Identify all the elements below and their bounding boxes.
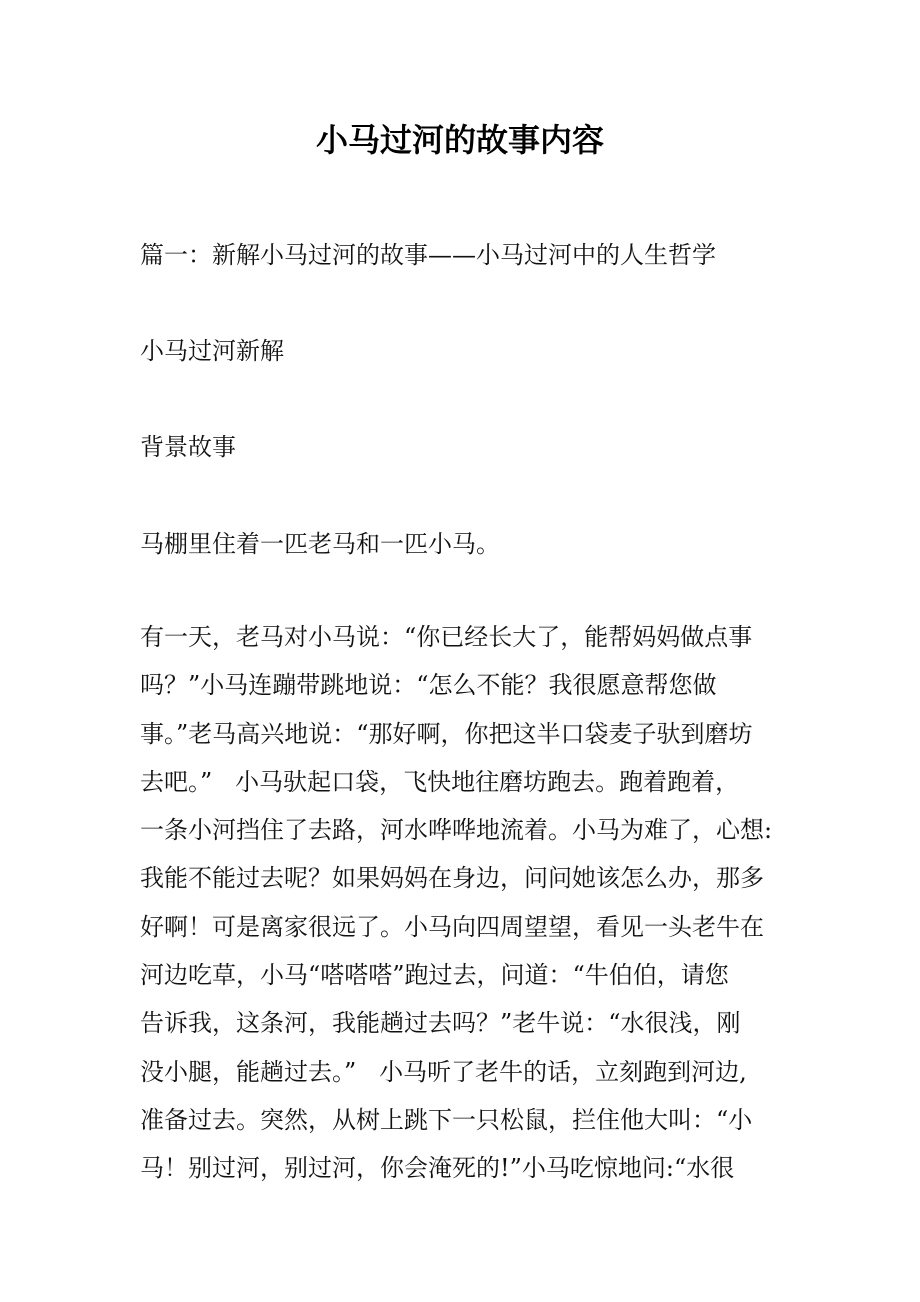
story-line: 吗？”小马连蹦带跳地说：“怎么不能？我很愿意帮您做 — [140, 671, 717, 700]
story-line: 没小腿，能趟过去。” 小马听了老牛的话，立刻跑到河边, — [140, 1057, 747, 1086]
subheading-background-story: 背景故事 — [140, 433, 236, 461]
story-line: 一条小河挡住了去路，河水哗哗地流着。小马为难了，心想: — [140, 816, 773, 845]
story-line: 好啊！可是离家很远了。小马向四周望望，看见一头老牛在 — [140, 912, 764, 941]
story-line: 有一天，老马对小马说：“你已经长大了，能帮妈妈做点事 — [140, 623, 753, 651]
document-title: 小马过河的故事内容 — [315, 121, 604, 159]
story-paragraph — [140, 622, 800, 1202]
section-heading: 篇一：新解小马过河的故事——小马过河中的人生哲学 — [140, 241, 716, 269]
story-line: 去吧。” 小马驮起口袋，飞快地往磨坊跑去。跑着跑着， — [140, 767, 740, 796]
story-line: 告诉我，这条河，我能趟过去吗？”老牛说：“水很浅，刚 — [140, 1009, 741, 1038]
story-line: 准备过去。突然，从树上跳下一只松鼠，拦住他大叫：“小 — [140, 1105, 753, 1134]
story-line: 事。”老马高兴地说：“那好啊，你把这半口袋麦子驮到磨坊 — [140, 719, 753, 748]
story-line: 我能不能过去呢？如果妈妈在身边，问问她该怎么办，那多 — [140, 864, 764, 893]
story-line: 河边吃草，小马“嗒嗒嗒”跑过去，问道：“牛伯伯，请您 — [140, 961, 729, 990]
subheading-new-interpretation: 小马过河新解 — [140, 337, 284, 365]
intro-paragraph: 马棚里住着一匹老马和一匹小马。 — [140, 530, 500, 558]
story-line: 马！别过河，别过河，你会淹死的!”小马吃惊地问:“水很 — [140, 1154, 735, 1183]
